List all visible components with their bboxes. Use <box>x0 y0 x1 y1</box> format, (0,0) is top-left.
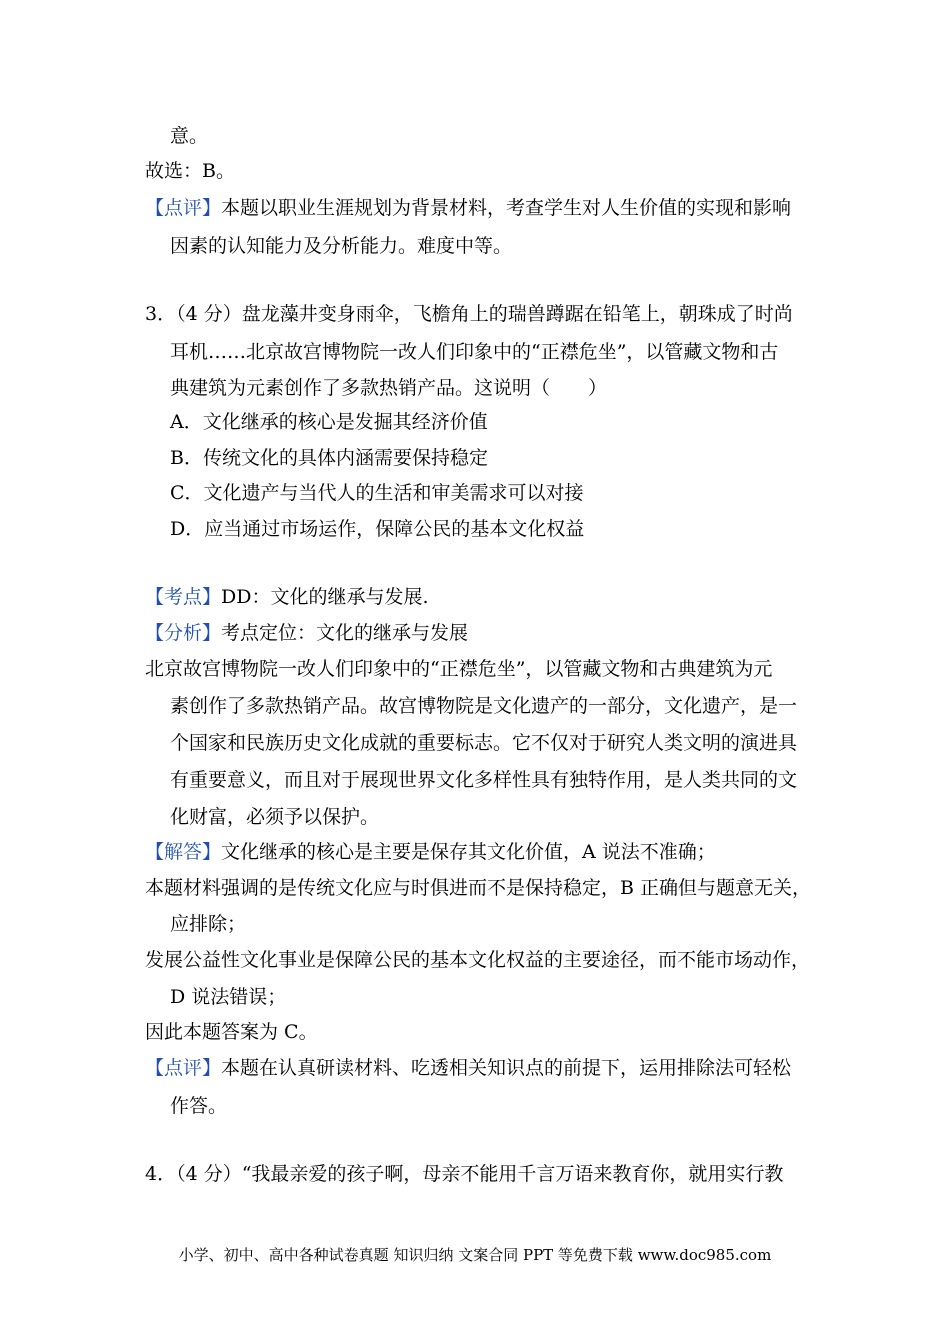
q3-fenxi: 【分析】考点定位：文化的继承与发展 <box>145 622 469 644</box>
q3-option-d-explain: 发展公益性文化事业是保障公民的基本文化权益的主要途径，而不能市场动作， <box>145 949 811 971</box>
fenxi-tag: 【分析】 <box>145 622 222 644</box>
q3-option-a: A．文化继承的核心是发掘其经济价值 <box>170 411 488 433</box>
q3-answer: 因此本题答案为 C。 <box>145 1021 318 1043</box>
q3-stem-line-2: 耳机……北京故宫博物院一改人们印象中的“正襟危坐”，以管藏文物和古 <box>170 341 779 363</box>
jieda-tag: 【解答】 <box>145 841 222 863</box>
q3-jieda: 【解答】文化继承的核心是主要是保存其文化价值，A 说法不准确； <box>145 841 716 863</box>
kaodian-tag: 【考点】 <box>145 586 222 608</box>
prev-comment-cont: 因素的认知能力及分析能力。难度中等。 <box>170 235 513 257</box>
q3-dianping: 【点评】本题在认真研读材料、吃透相关知识点的前提下，运用排除法可轻松 <box>145 1057 792 1079</box>
prev-answer: 故选：B。 <box>145 160 235 182</box>
q3-analysis-line-5: 化财富，必须予以保护。 <box>170 806 380 828</box>
page-footer: 小学、初中、高中各种试卷真题 知识归纳 文案合同 PPT 等免费下载 www.doc985.com <box>178 1246 772 1264</box>
q3-option-b-explain-cont: 应排除； <box>170 913 247 935</box>
q3-analysis-line-2: 素创作了多款热销产品。故宫博物院是文化遗产的一部分，文化遗产，是一 <box>170 695 798 717</box>
q3-option-c: C．文化遗产与当代人的生活和审美需求可以对接 <box>170 482 584 504</box>
prev-comment: 【点评】本题以职业生涯规划为背景材料，考查学生对人生价值的实现和影响 <box>145 197 792 219</box>
q3-option-d: D．应当通过市场运作，保障公民的基本文化权益 <box>170 518 585 540</box>
q3-kaodian: 【考点】DD：文化的继承与发展. <box>145 586 429 608</box>
q3-option-b: B．传统文化的具体内涵需要保持稳定 <box>170 447 488 469</box>
q4-stem-line-1: 4．（4 分）“我最亲爱的孩子啊，母亲不能用千言万语来教育你，就用实行教 <box>145 1163 784 1185</box>
comment-tag: 【点评】 <box>145 197 222 219</box>
q3-analysis-line-1: 北京故宫博物院一改人们印象中的“正襟危坐”，以管藏文物和古典建筑为元 <box>145 658 773 680</box>
q3-stem-line-3: 典建筑为元素创作了多款热销产品。这说明（ ） <box>170 377 608 399</box>
q3-analysis-line-4: 有重要意义，而且对于展现世界文化多样性具有独特作用，是人类共同的文 <box>170 769 798 791</box>
q3-option-b-explain: 本题材料强调的是传统文化应与时俱进而不是保持稳定，B 正确但与题意无关， <box>145 877 812 899</box>
dianping-tag: 【点评】 <box>145 1057 222 1079</box>
q3-dianping-cont: 作答。 <box>170 1095 228 1117</box>
prev-continuation: 意。 <box>170 125 209 147</box>
q3-analysis-line-3: 个国家和民族历史文化成就的重要标志。它不仅对于研究人类文明的演进具 <box>170 732 798 754</box>
q3-stem-line-1: 3．（4 分）盘龙藻井变身雨伞，飞檐角上的瑞兽蹲踞在铅笔上，朝珠成了时尚 <box>145 303 793 325</box>
q3-option-d-explain-cont: D 说法错误； <box>170 986 287 1008</box>
